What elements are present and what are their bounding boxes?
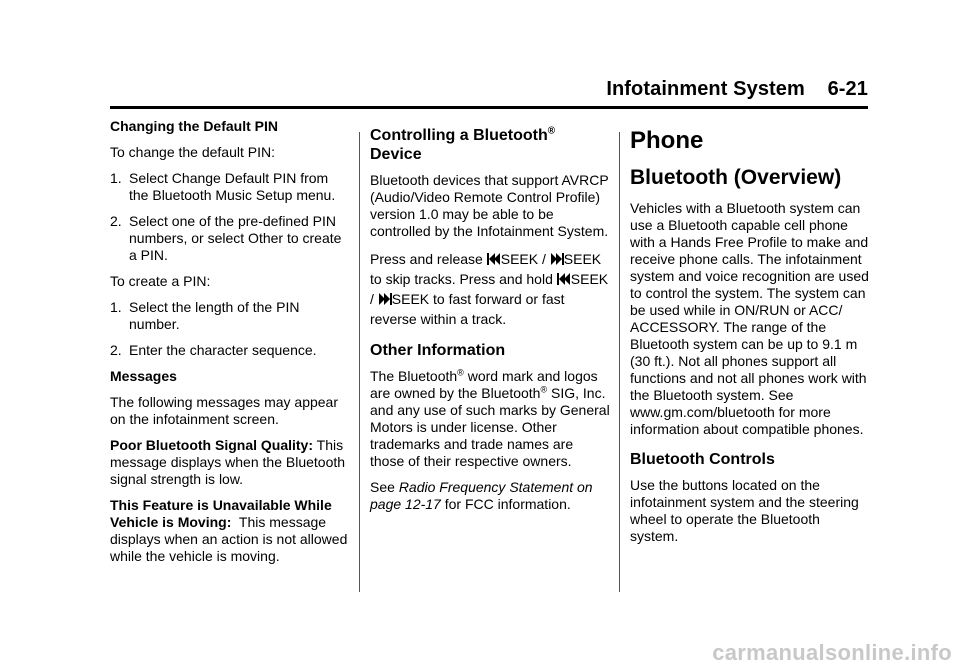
see-text: See [370,479,395,495]
paragraph-create-pin: To create a PIN: [110,273,211,289]
paragraph-trademark [370,368,610,470]
watermark: carmanualsonline.info [712,640,952,665]
heading-messages: Messages [110,368,177,384]
list-text: Select the length of the PIN number. [129,299,300,332]
heading-phone: Phone [630,127,704,154]
column-1 [110,118,350,574]
heading-text: Device [370,146,422,163]
column-2 [370,126,610,522]
list-item [110,213,350,264]
heading-bluetooth-controls: Bluetooth Controls [630,451,775,468]
message-text: This message displays when an action is not allowed while the vehicle is moving. [110,514,348,564]
message-label: Poor Bluetooth Signal Quality: [110,437,313,453]
paragraph-overview: Vehicles with a Bluetooth system can use a Bluetooth capable cell phone with a Hands Free Profile to make and receive phone calls. The infotainment system and voice recognition are used to control the system. The system can be used while in ON/RUN or ACC/ ACCESSORY. The range of the Bluetooth system can be up to 9.1 m (30 ft.). Not all phones support all functions and not all phones work with the Bluetooth system. See www.gm.com/bluetooth for more information about compatible phones. [630,200,869,437]
paragraph-avrcp: Bluetooth devices that support AVRCP (Audio/Video Remote Control Profile) version 1.0 may be able to be controlled by the Infotainment System. [370,172,609,239]
trademark-text: The Bluetooth [370,368,458,384]
list-item [110,342,350,359]
paragraph-seek [370,249,610,329]
column-divider-2 [619,132,620,592]
paragraph-messages: The following messages may appear on the infotainment screen. [110,394,339,427]
seek-text: SEEK to fast forward or fast reverse within a track. [370,291,565,327]
seek-forward-icon [550,253,564,265]
list-number: 1. [110,299,122,315]
registered-mark: ® [457,367,464,378]
list-text: Select Change Default PIN from the Bluetooth Music Setup menu. [129,170,336,203]
page-reference-link: Radio Frequency Statement on page 12-17 [370,479,593,512]
column-3 [630,128,870,554]
seek-forward-icon [378,293,392,305]
registered-mark: ® [547,125,556,137]
message-text: This message displays when the Bluetooth signal strength is low. [110,437,346,487]
seek-text: Press and release [370,251,483,267]
message-label: This Feature is Unavailable While Vehicle is Moving: [110,497,332,530]
heading-controlling-device [370,126,610,164]
header-rule [110,106,868,109]
seek-text: SEEK to skip tracks. Press and hold [370,251,602,287]
seek-text: SEEK / [500,251,546,267]
trademark-text: SIG, Inc. and any use of such marks by General Motors is under license. Other trademarks and trade names are those of their respective owners. [370,385,610,469]
paragraph-see-reference [370,479,610,513]
list-item [110,170,350,204]
message-poor-signal [110,437,350,488]
page-header [606,78,868,101]
section-title: Infotainment System [606,78,805,100]
see-text: for FCC information. [444,496,571,512]
seek-back-icon [487,253,501,265]
paragraph-change-pin: To change the default PIN: [110,144,275,160]
trademark-text: word mark and logos are owned by the Bluetooth [370,368,598,401]
heading-default-pin: Changing the Default PIN [110,118,278,134]
page-number: 6-21 [827,78,868,100]
column-divider-1 [359,132,360,592]
list-number: 1. [110,170,122,186]
list-text: Select one of the pre-defined PIN numbers, or select Other to create a PIN. [129,213,342,263]
list-number: 2. [110,342,122,358]
message-unavailable [110,497,350,565]
heading-other-information: Other Information [370,342,506,359]
list-text: Enter the character sequence. [129,342,317,358]
heading-bluetooth-overview: Bluetooth (Overview) [630,166,842,189]
list-number: 2. [110,213,122,229]
heading-text: Controlling a Bluetooth [370,127,548,144]
seek-text: SEEK / [370,271,609,307]
registered-mark: ® [540,384,548,395]
seek-back-icon [557,273,571,285]
paragraph-controls: Use the buttons located on the infotainment system and the steering wheel to operate the Bluetooth system. [630,477,859,544]
list-item [110,299,350,333]
